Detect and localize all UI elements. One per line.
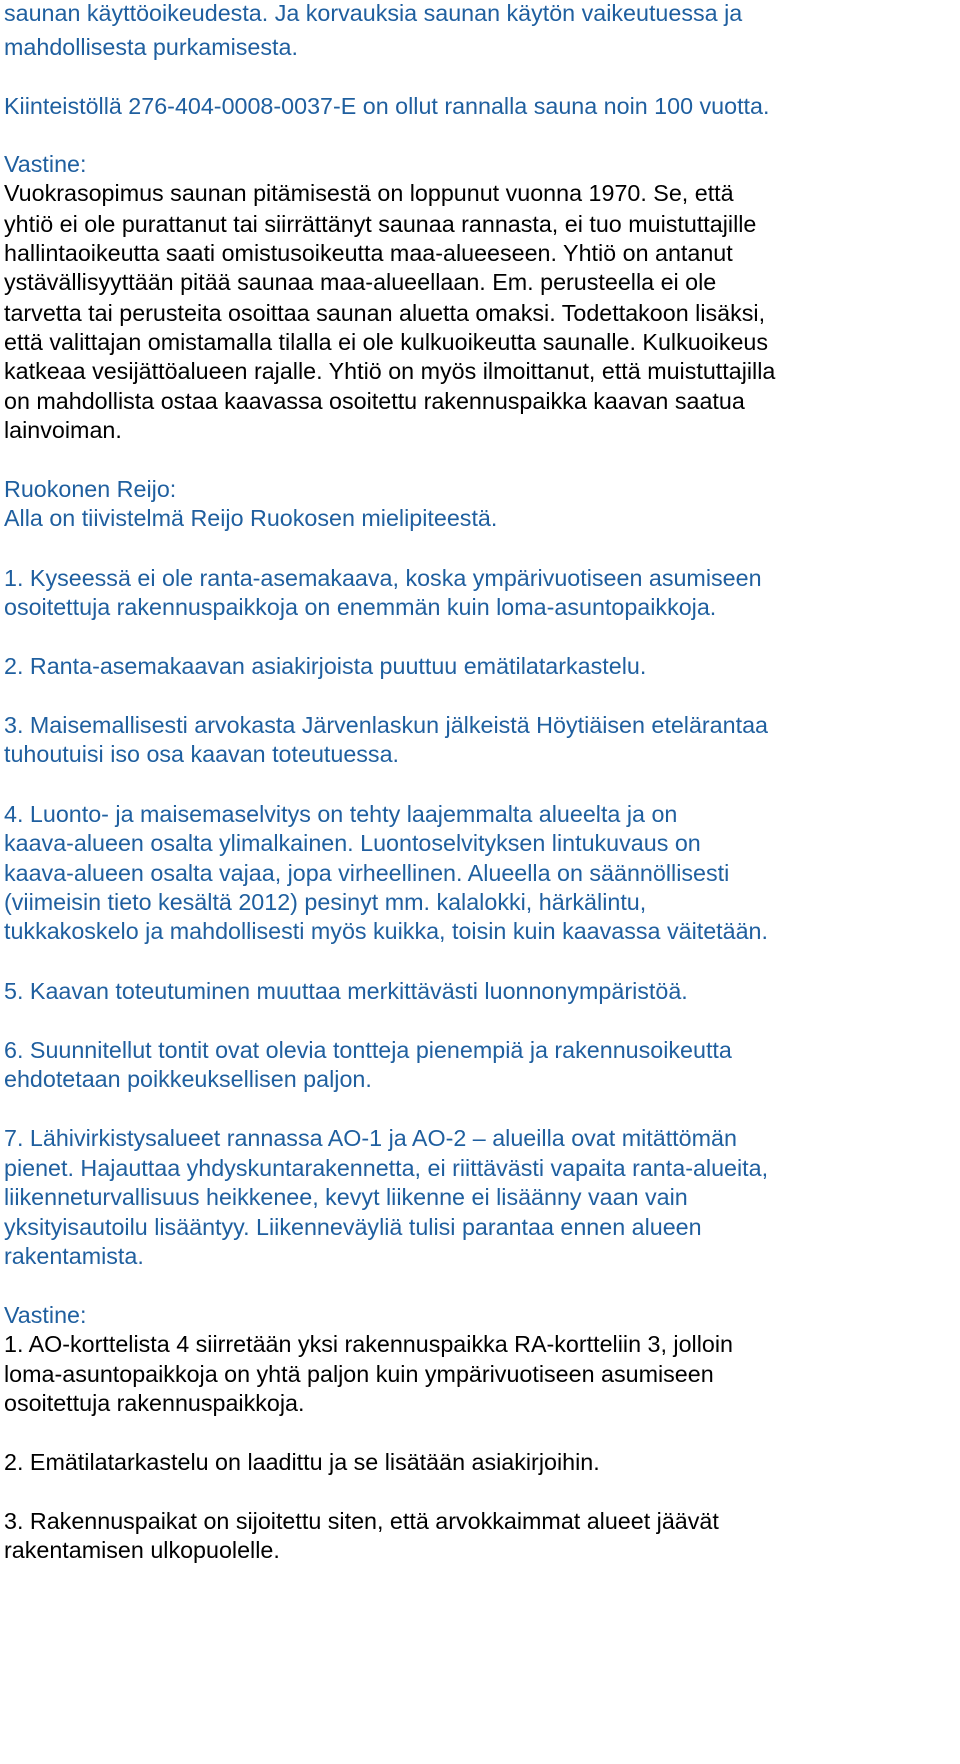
text-line: (viimeisin tieto kesältä 2012) pesinyt mm. kalalokki, härkälintu, — [4, 889, 647, 915]
text-line: Vuokrasopimus saunan pitämisestä on loppunut vuonna 1970. Se, että — [4, 180, 734, 206]
section-heading: Vastine: — [4, 151, 87, 177]
text-line: pienet. Hajauttaa yhdyskuntarakennetta, ei riittävästi vapaita ranta-alueita, — [4, 1155, 769, 1181]
text-line: 3. Maisemallisesti arvokasta Järvenlaskun jälkeistä Höytiäisen etelärantaa — [4, 712, 768, 738]
text-line: katkeaa vesijättöalueen rajalle. Yhtiö on myös ilmoittanut, että muistuttajilla — [4, 358, 776, 384]
text-line: yhtiö ei ole purattanut tai siirrättänyt saunaa rannasta, ei tuo muistuttajille — [4, 211, 757, 237]
text-line: ystävällisyyttään pitää saunaa maa-alueellaan. Em. perusteella ei ole — [4, 269, 717, 295]
text-line: 4. Luonto- ja maisemaselvitys on tehty laajemmalta alueelta ja on — [4, 801, 678, 827]
text-line: Kiinteistöllä 276-404-0008-0037-E on ollut rannalla sauna noin 100 vuotta. — [4, 93, 770, 119]
section-heading: Vastine: — [4, 1302, 87, 1328]
text-line: mahdollisesta purkamisesta. — [4, 34, 298, 60]
section-heading: Ruokonen Reijo: — [4, 476, 177, 502]
text-line: 7. Lähivirkistysalueet rannassa AO-1 ja AO-2 – alueilla ovat mitättömän — [4, 1125, 737, 1151]
text-line: 2. Emätilatarkastelu on laadittu ja se lisätään asiakirjoihin. — [4, 1449, 600, 1475]
text-line: osoitettuja rakennuspaikkoja on enemmän kuin loma-asuntopaikkoja. — [4, 594, 717, 620]
text-line: 5. Kaavan toteutuminen muuttaa merkittävästi luonnonympäristöä. — [4, 978, 688, 1004]
text-line: loma-asuntopaikkoja on yhtä paljon kuin ympärivuotiseen asumiseen — [4, 1361, 714, 1387]
text-line: rakentamista. — [4, 1243, 144, 1269]
text-line: on mahdollista ostaa kaavassa osoitettu rakennuspaikka kaavan saatua — [4, 388, 745, 414]
text-line: lainvoiman. — [4, 417, 122, 443]
text-line: hallintaoikeutta saati omistusoikeutta maa-alueeseen. Yhtiö on antanut — [4, 240, 733, 266]
text-line: 2. Ranta-asemakaavan asiakirjoista puuttuu emätilatarkastelu. — [4, 653, 647, 679]
text-line: tukkakoskelo ja mahdollisesti myös kuikka, toisin kuin kaavassa väitetään. — [4, 918, 768, 944]
text-line: saunan käyttöoikeudesta. Ja korvauksia saunan käytön vaikeutuessa ja — [4, 0, 743, 26]
text-line: osoitettuja rakennuspaikkoja. — [4, 1390, 305, 1416]
text-line: 3. Rakennuspaikat on sijoitettu siten, että arvokkaimmat alueet jäävät — [4, 1508, 719, 1534]
text-line: ehdotetaan poikkeuksellisen paljon. — [4, 1066, 372, 1092]
text-line: Alla on tiivistelmä Reijo Ruokosen mielipiteestä. — [4, 505, 498, 531]
text-line: liikenneturvallisuus heikkenee, kevyt liikenne ei lisäänny vaan vain — [4, 1184, 688, 1210]
text-line: 1. AO-korttelista 4 siirretään yksi rakennuspaikka RA-kortteliin 3, jolloin — [4, 1331, 733, 1357]
text-line: rakentamisen ulkopuolelle. — [4, 1537, 280, 1563]
text-line: 1. Kyseessä ei ole ranta-asemakaava, koska ympärivuotiseen asumiseen — [4, 565, 762, 591]
text-line: että valittajan omistamalla tilalla ei ole kulkuoikeutta saunalle. Kulkuoikeus — [4, 329, 769, 355]
text-line: kaava-alueen osalta vajaa, jopa virheellinen. Alueella on säännöllisesti — [4, 860, 730, 886]
text-line: yksityisautoilu lisääntyy. Liikenneväyliä tulisi parantaa ennen alueen — [4, 1214, 702, 1240]
text-line: tarvetta tai perusteita osoittaa saunan aluetta omaksi. Todettakoon lisäksi, — [4, 300, 766, 326]
text-line: tuhoutuisi iso osa kaavan toteutuessa. — [4, 741, 400, 767]
text-line: 6. Suunnitellut tontit ovat olevia tontteja pienempiä ja rakennusoikeutta — [4, 1037, 732, 1063]
text-line: kaava-alueen osalta ylimalkainen. Luontoselvityksen lintukuvaus on — [4, 830, 701, 856]
